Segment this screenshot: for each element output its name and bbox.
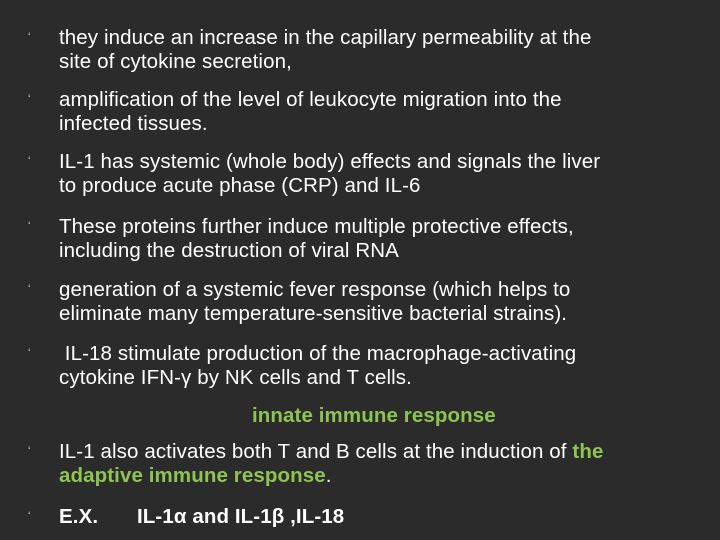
bullet-marker: ‘ [28,31,31,43]
bullet-marker: ‘ [28,347,31,359]
text-line [59,464,709,488]
text-line: eliminate many temperature-sensitive bacterial strains). [59,301,568,325]
text-line: IL-18 stimulate production of the macrophage-activating [59,342,577,365]
bullet-marker: ‘ [28,283,31,295]
bullet-item-2 [59,88,709,135]
text-line: they induce an increase in the capillary permeability at the [59,26,592,49]
text-segment: IL-1 also activates both T and B cells at the induction of [59,440,573,463]
bullet-item-6 [59,342,709,389]
bullet-marker: ‘ [28,510,31,522]
highlight-text: the [572,440,604,463]
text-line: site of cytokine secretion, [59,49,292,73]
adaptive-immune-response-highlight: adaptive immune response [59,463,326,487]
bullet-marker: ‘ [28,155,31,167]
example-value: IL-1α and IL-1β ,IL-18 [137,505,345,528]
text-line: amplification of the level of leukocyte migration into the [59,88,562,111]
text-line: IL-1 has systemic (whole body) effects and signals the liver [59,150,601,173]
text-line: These proteins further induce multiple protective effects, [59,215,574,238]
bullet-marker: ‘ [28,93,31,105]
bullet-item-7 [59,440,709,487]
text-line: including the destruction of viral RNA [59,238,399,262]
bullet-item-5 [59,278,709,325]
innate-immune-response-heading: innate immune response [252,404,496,427]
text-line [59,440,709,464]
example-label: E.X. [59,505,99,528]
bullet-item-1 [59,26,709,73]
bullet-item-8 [59,505,709,529]
text-line: infected tissues. [59,111,208,135]
text-line: cytokine IFN-γ by NK cells and T cells. [59,365,412,389]
bullet-marker: ‘ [28,445,31,457]
bullet-item-3 [59,150,709,197]
text-line: generation of a systemic fever response (which helps to [59,278,571,301]
bullet-marker: ‘ [28,220,31,232]
text-segment: . [325,463,332,487]
bullet-item-4 [59,215,709,262]
text-line: to produce acute phase (CRP) and IL-6 [59,173,421,197]
